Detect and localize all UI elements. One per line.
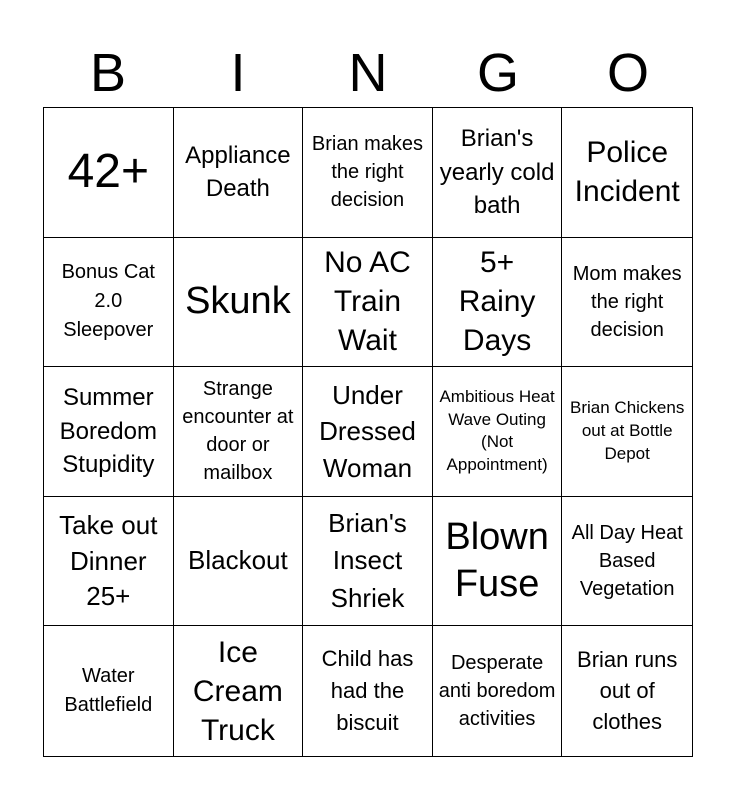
cell-text: Brian's Insect Shriek <box>328 507 407 613</box>
header-letter-g: G <box>476 43 519 103</box>
cell-text: Skunk <box>185 280 291 323</box>
bingo-cell[interactable] <box>44 238 174 368</box>
cell-text: Under Dressed Woman <box>319 379 416 483</box>
bingo-cell[interactable] <box>174 367 304 497</box>
bingo-cell[interactable] <box>174 497 304 627</box>
bingo-cell[interactable] <box>562 497 692 627</box>
bingo-cell[interactable] <box>303 497 433 627</box>
bingo-cell[interactable] <box>562 367 692 497</box>
bingo-cell[interactable] <box>44 497 174 627</box>
cell-text: Brian runs out of clothes <box>577 647 678 734</box>
bingo-cell[interactable] <box>303 626 433 756</box>
header-letter-b: B <box>89 43 127 103</box>
cell-text: Ice Cream Truck <box>192 635 283 747</box>
bingo-cell[interactable] <box>433 238 563 368</box>
header-letter-o: O <box>606 43 649 103</box>
cell-text: Police Incident <box>574 136 680 209</box>
cell-text: Child has had the biscuit <box>321 646 414 736</box>
bingo-cell[interactable] <box>433 626 563 756</box>
cell-text: Strange encounter at door or mailbox <box>182 378 294 485</box>
bingo-cell[interactable] <box>174 626 304 756</box>
cell-text: Blown Fuse <box>445 515 549 606</box>
bingo-cell[interactable] <box>44 367 174 497</box>
bingo-cell[interactable] <box>174 108 304 238</box>
header-letter-i: I <box>230 43 246 103</box>
bingo-cell[interactable] <box>303 367 433 497</box>
cell-text: Mom makes the right decision <box>572 262 682 341</box>
cell-text: 5+ Rainy Days <box>458 246 536 358</box>
cell-text: Water Battlefield <box>64 665 153 717</box>
bingo-cell[interactable] <box>562 108 692 238</box>
bingo-cell[interactable] <box>303 108 433 238</box>
cell-text: Desperate anti boredom activities <box>438 652 556 731</box>
cell-text: Take out Dinner 25+ <box>59 510 158 611</box>
bingo-cell[interactable] <box>174 238 304 368</box>
cell-text: Brian's yearly cold bath <box>439 124 555 220</box>
cell-text: Summer Boredom Stupidity <box>59 384 157 479</box>
bingo-cell[interactable] <box>433 108 563 238</box>
bingo-cell[interactable] <box>303 238 433 368</box>
cell-text: Ambitious Heat Wave Outing (Not Appointment) <box>439 386 555 475</box>
cell-text: All Day Heat Based Vegetation <box>571 522 683 601</box>
cell-text: Brian makes the right decision <box>311 133 424 212</box>
bingo-cell[interactable] <box>562 238 692 368</box>
bingo-board <box>43 107 693 757</box>
cell-text: Brian Chickens out at Bottle Depot <box>570 398 685 463</box>
bingo-cell[interactable] <box>433 367 563 497</box>
cell-text: No AC Train Wait <box>324 246 411 358</box>
bingo-cell[interactable] <box>44 626 174 756</box>
cell-text: Appliance Death <box>185 141 291 203</box>
bingo-cell[interactable] <box>44 108 174 238</box>
bingo-cell[interactable] <box>562 626 692 756</box>
cell-text: Bonus Cat 2.0 Sleepover <box>61 261 155 342</box>
bingo-header <box>43 40 693 106</box>
cell-text: Blackout <box>188 545 288 576</box>
header-letter-n: N <box>348 43 388 103</box>
cell-text: 42+ <box>67 144 149 198</box>
bingo-cell[interactable] <box>433 497 563 627</box>
